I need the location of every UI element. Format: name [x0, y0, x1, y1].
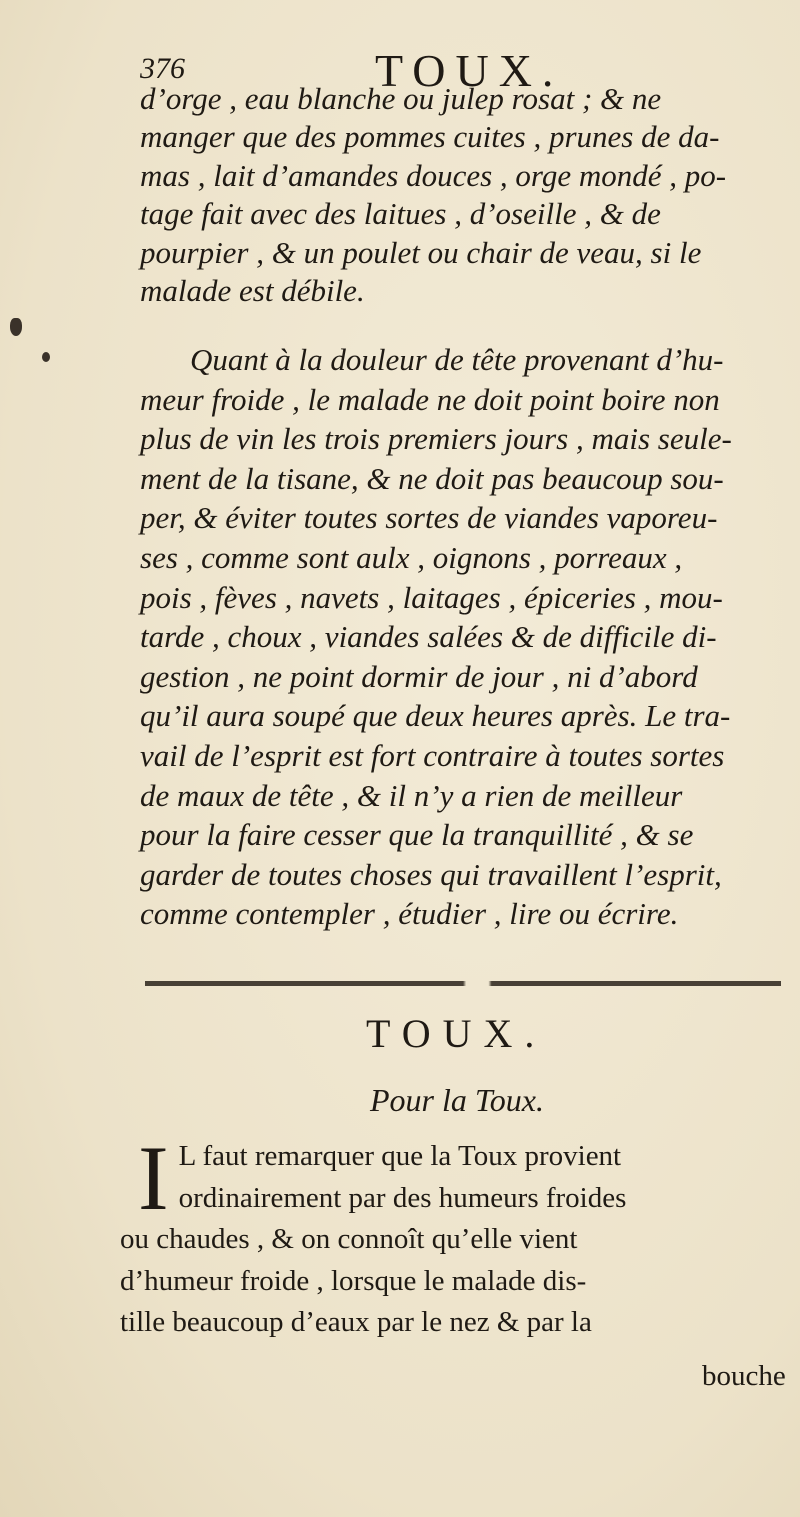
text-line: d’orge , eau blanche ou julep rosat ; & ne: [140, 81, 662, 116]
text-line: de maux de tête , & il n’y a rien de meilleur: [140, 777, 683, 813]
section-divider-rule: [145, 981, 781, 986]
catchword: bouche: [702, 1360, 786, 1392]
text-line: L faut remarquer que la Toux provient: [178, 1140, 622, 1172]
text-line: tage fait avec des laitues , d’oseille , & de: [140, 196, 661, 232]
text-line: qu’il aura soupé que deux heures après. Le tra-: [140, 698, 731, 734]
text-line: comme contempler , étudier , lire ou écrire.: [140, 896, 679, 932]
text-line: garder de toutes choses qui travaillent l’esprit,: [140, 856, 722, 892]
text-line: ou chaudes , & on connoît qu’elle vient: [120, 1223, 578, 1255]
text-line: manger que des pommes cuites , prunes de da-: [140, 119, 720, 155]
margin-ink-mark: [10, 318, 22, 336]
headache-paragraph: [140, 340, 800, 934]
text-line: d’humeur froide , lorsque le malade dis-: [120, 1264, 587, 1297]
text-line: plus de vin les trois premiers jours , mais seule-: [140, 421, 732, 457]
running-title: TOUX.: [375, 45, 564, 96]
drop-cap: I: [138, 1127, 169, 1229]
text-line: ment de la tisane, & ne doit pas beaucoup sou-: [140, 460, 724, 496]
text-line: pourpier , & un poulet ou chair de veau, si le: [140, 234, 702, 270]
text-line: vail de l’esprit est fort contraire à toutes sortes: [140, 737, 725, 773]
margin-ink-dot: [42, 352, 50, 362]
text-line: pois , fèves , navets , laitages , épiceries , mou-: [140, 579, 723, 615]
section-subtitle: Pour la Toux.: [370, 1082, 544, 1118]
section-body: [120, 1127, 790, 1344]
text-line: mas , lait d’amandes douces , orge mondé , po-: [140, 157, 727, 193]
text-line: tille beaucoup d’eaux par le nez & par la: [120, 1306, 592, 1338]
continuation-paragraph: [140, 80, 800, 310]
text-line: malade est débile.: [140, 273, 365, 309]
text-line: per, & éviter toutes sortes de viandes vaporeu-: [140, 500, 718, 536]
page-number: 376: [140, 52, 185, 85]
text-line: gestion , ne point dormir de jour , ni d’abord: [140, 658, 698, 694]
section-title: TOUX.: [366, 1011, 547, 1056]
text-line: ses , comme sont aulx , oignons , porreaux ,: [140, 539, 683, 575]
text-line: ordinairement par des humeurs froides: [178, 1181, 627, 1214]
text-line: pour la faire cesser que la tranquillité , & se: [140, 817, 694, 853]
text-line: meur froide , le malade ne doit point boire non: [140, 381, 720, 417]
text-line: tarde , choux , viandes salées & de difficile di-: [140, 619, 717, 655]
text-line: Quant à la douleur de tête provenant d’hu-: [190, 342, 724, 377]
